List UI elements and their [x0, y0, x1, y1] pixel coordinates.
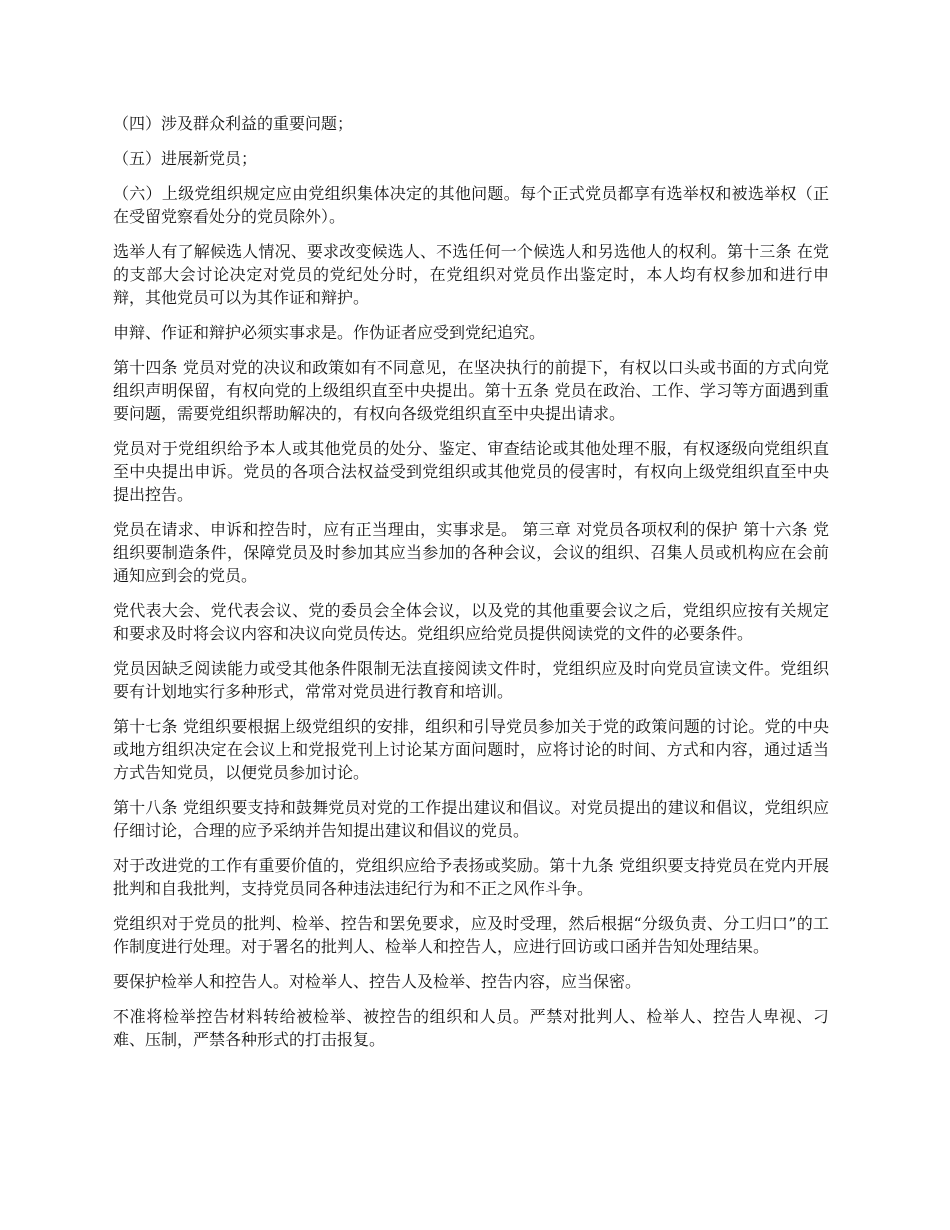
paragraph: 第十四条 党员对党的决议和政策如有不同意见，在坚决执行的前提下，有权以口头或书面的方式向党组织声明保留，有权向党的上级组织直至中央提出。第十五条 党员在政治、工作、学习等方面遇到重要问题，需要党组织帮助解决的，有权向各级党组织直至中央提出请求。 [113, 358, 829, 423]
document-body [113, 112, 829, 1063]
paragraph: 不准将检举控告材料转给被检举、被控告的组织和人员。严禁对批判人、检举人、控告人卑视、刁难、压制，严禁各种形式的打击报复。 [113, 1007, 829, 1049]
paragraph: 选举人有了解候选人情况、要求改变候选人、不选任何一个候选人和另选他人的权利。第十三条 在党的支部大会讨论决定对党员的党纪处分时，在党组织对党员作出鉴定时，本人均有权参加和进行申辩，其他党员可以为其作证和辩护。 [113, 242, 829, 307]
paragraph: 要保护检举人和控告人。对检举人、控告人及检举、控告内容，应当保密。 [113, 972, 642, 991]
paragraph: （四）涉及群众利益的重要问题； [113, 114, 354, 133]
paragraph: 党组织对于党员的批判、检举、控告和罢免要求，应及时受理，然后根据“分级负责、分工归口”的工作制度进行处理。对于署名的批判人、检举人和控告人，应进行回访或口函并告知处理结果。 [113, 914, 829, 956]
paragraph: 申辩、作证和辩护必须实事求是。作伪证者应受到党纪追究。 [113, 323, 546, 342]
paragraph: 党员在请求、申诉和控告时，应有正当理由，实事求是。 第三章 对党员各项权利的保护 第十六条 党组织要制造条件，保障党员及时参加其应当参加的各种会议，会议的组织、召集人员或机构应在会前通知应到会的党员。 [113, 520, 829, 585]
paragraph: （六）上级党组织规定应由党组织集体决定的其他问题。每个正式党员都享有选举权和被选举权（正在受留党察看处分的党员除外）。 [113, 184, 829, 226]
paragraph: 对于改进党的工作有重要价值的，党组织应给予表扬或奖励。第十九条 党组织要支持党员在党内开展批判和自我批判，支持党员同各种违法违纪行为和不正之风作斗争。 [113, 856, 829, 898]
paragraph: （五）进展新党员； [113, 149, 258, 168]
paragraph: 第十八条 党组织要支持和鼓舞党员对党的工作提出建议和倡议。对党员提出的建议和倡议，党组织应仔细讨论，合理的应予采纳并告知提出建议和倡议的党员。 [113, 798, 829, 840]
paragraph: 党员因缺乏阅读能力或受其他条件限制无法直接阅读文件时，党组织应及时向党员宣读文件。党组织要有计划地实行多种形式，常常对党员进行教育和培训。 [113, 659, 829, 701]
paragraph: 党员对于党组织给予本人或其他党员的处分、鉴定、审查结论或其他处理不服，有权逐级向党组织直至中央提出申诉。党员的各项合法权益受到党组织或其他党员的侵害时，有权向上级党组织直至中央提出控告。 [113, 439, 829, 504]
paragraph: 党代表大会、党代表会议、党的委员会全体会议，以及党的其他重要会议之后，党组织应按有关规定和要求及时将会议内容和决议向党员传达。党组织应给党员提供阅读党的文件的必要条件。 [113, 601, 829, 643]
paragraph: 第十七条 党组织要根据上级党组织的安排，组织和引导党员参加关于党的政策问题的讨论。党的中央或地方组织决定在会议上和党报党刊上讨论某方面问题时，应将讨论的时间、方式和内容，通过适当方式告知党员，以便党员参加讨论。 [113, 717, 829, 782]
